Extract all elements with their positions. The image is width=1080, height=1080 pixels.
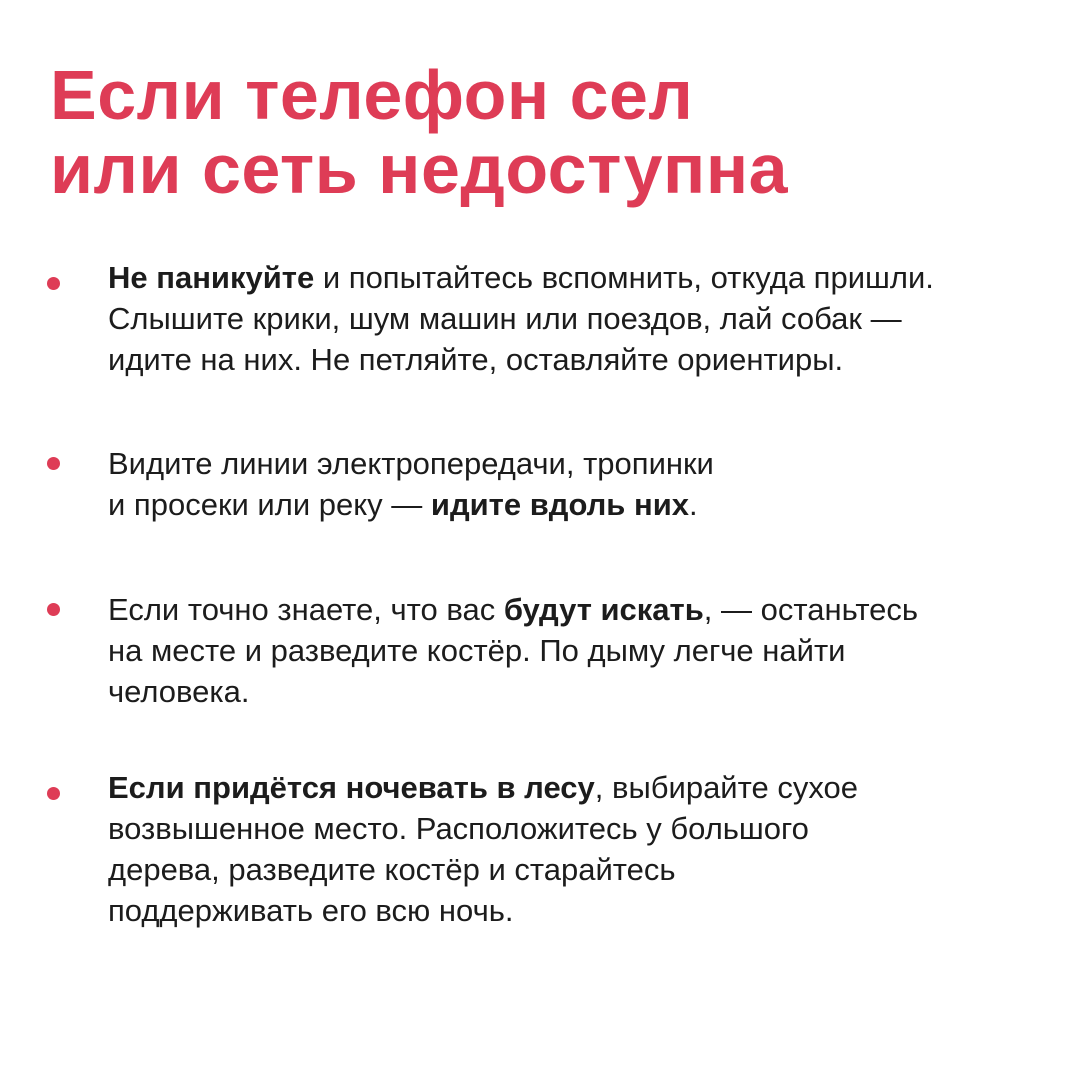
- tip-text: [108, 443, 1058, 525]
- bullet-dot-icon: [47, 603, 60, 616]
- tip-line: поддерживать его всю ночь.: [108, 893, 514, 928]
- tip-line-text: Если точно знаете, что вас: [108, 592, 504, 627]
- tip-line: Видите линии электропередачи, тропинки: [108, 446, 714, 481]
- tip-line: [108, 257, 1058, 298]
- tip-line: человека.: [108, 674, 250, 709]
- title-line-2: или сеть недоступна: [50, 130, 789, 208]
- tip-line: возвышенное место. Расположитесь у большого: [108, 811, 809, 846]
- tip-line: Слышите крики, шум машин или поездов, лай собак —: [108, 301, 902, 336]
- tip-emphasis: Не паникуйте: [108, 260, 315, 295]
- tip-text: [108, 767, 1058, 931]
- tip-line: [108, 484, 1058, 525]
- tip-line: [108, 767, 1058, 808]
- tip-line-text: и попытайтесь вспомнить, откуда пришли.: [314, 260, 934, 295]
- tip-line-text: и просеки или реку —: [108, 487, 431, 522]
- tip-line: на месте и разведите костёр. По дыму легче найти: [108, 633, 846, 668]
- tip-line-text: , — останьтесь: [703, 592, 919, 627]
- bullet-dot-icon: [47, 787, 60, 800]
- tip-emphasis: Если придётся ночевать в лесу: [108, 770, 595, 805]
- bullet-dot-icon: [47, 457, 60, 470]
- tip-emphasis: идите вдоль них: [430, 487, 690, 522]
- tip-line: [108, 589, 1058, 630]
- tip-emphasis: будут искать: [503, 592, 704, 627]
- tip-text: [108, 589, 1058, 712]
- bullet-dot-icon: [47, 277, 60, 290]
- tip-line: идите на них. Не петляйте, оставляйте ориентиры.: [108, 342, 844, 377]
- tip-line-text: .: [689, 487, 698, 522]
- title-line-1: Если телефон сел: [50, 56, 694, 134]
- tip-line: дерева, разведите костёр и старайтесь: [108, 852, 676, 887]
- tip-line-text: , выбирайте сухое: [594, 770, 858, 805]
- tip-text: [108, 257, 1058, 380]
